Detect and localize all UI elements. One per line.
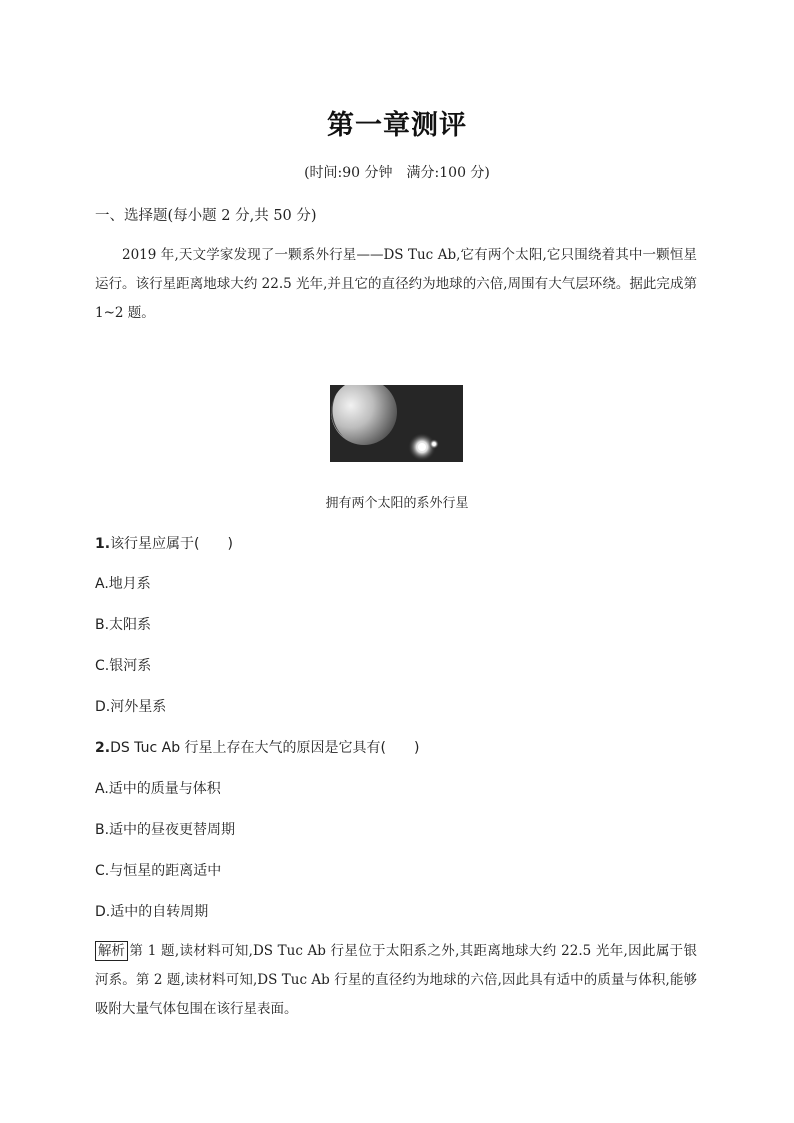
planet-two-suns-image — [330, 385, 463, 462]
question-2 — [95, 737, 419, 757]
page-title: 第一章测评 — [327, 110, 467, 141]
question-number: 2. — [95, 740, 111, 756]
question-1-option-c: C.银河系 — [95, 658, 152, 674]
question-2-option-b: B.适中的昼夜更替周期 — [95, 822, 236, 838]
question-1-option-b: B.太阳系 — [95, 617, 152, 633]
figure-caption: 拥有两个太阳的系外行星 — [325, 496, 469, 511]
question-2-option-c: C.与恒星的距离适中 — [95, 863, 222, 879]
analysis-tag: 解析 — [95, 941, 128, 961]
question-1 — [95, 533, 233, 553]
section-heading: 一、选择题(每小题 2 分,共 50 分) — [95, 208, 317, 224]
question-1-option-a: A.地月系 — [95, 576, 151, 592]
question-2-option-a: A.适中的质量与体积 — [95, 781, 221, 797]
question-1-option-d: D.河外星系 — [95, 699, 167, 715]
question-stem: DS Tuc Ab 行星上存在大气的原因是它具有( ) — [110, 740, 420, 756]
exam-time-score: (时间:90 分钟 满分:100 分) — [304, 165, 490, 181]
question-stem: 该行星应属于( ) — [110, 536, 233, 552]
reading-passage: 2019 年,天文学家发现了一颗系外行星——DS Tuc Ab,它有两个太阳,它只围绕着其中一颗恒星运行。该行星距离地球大约 22.5 光年,并且它的直径约为地球的六倍,周围有大气层环绕。据此完成第 1~2 题。 — [95, 247, 697, 321]
question-number: 1. — [95, 536, 111, 552]
question-2-option-d: D.适中的自转周期 — [95, 904, 209, 920]
answer-analysis — [95, 937, 697, 1024]
analysis-text: 第 1 题,读材料可知,DS Tuc Ab 行星位于太阳系之外,其距离地球大约 22.5 光年,因此属于银河系。第 2 题,读材料可知,DS Tuc Ab 行星的直径约为地球的六倍,因此具有适中的质量与体积,能够吸附大量气体包围在该行星表面。 — [95, 943, 697, 1017]
